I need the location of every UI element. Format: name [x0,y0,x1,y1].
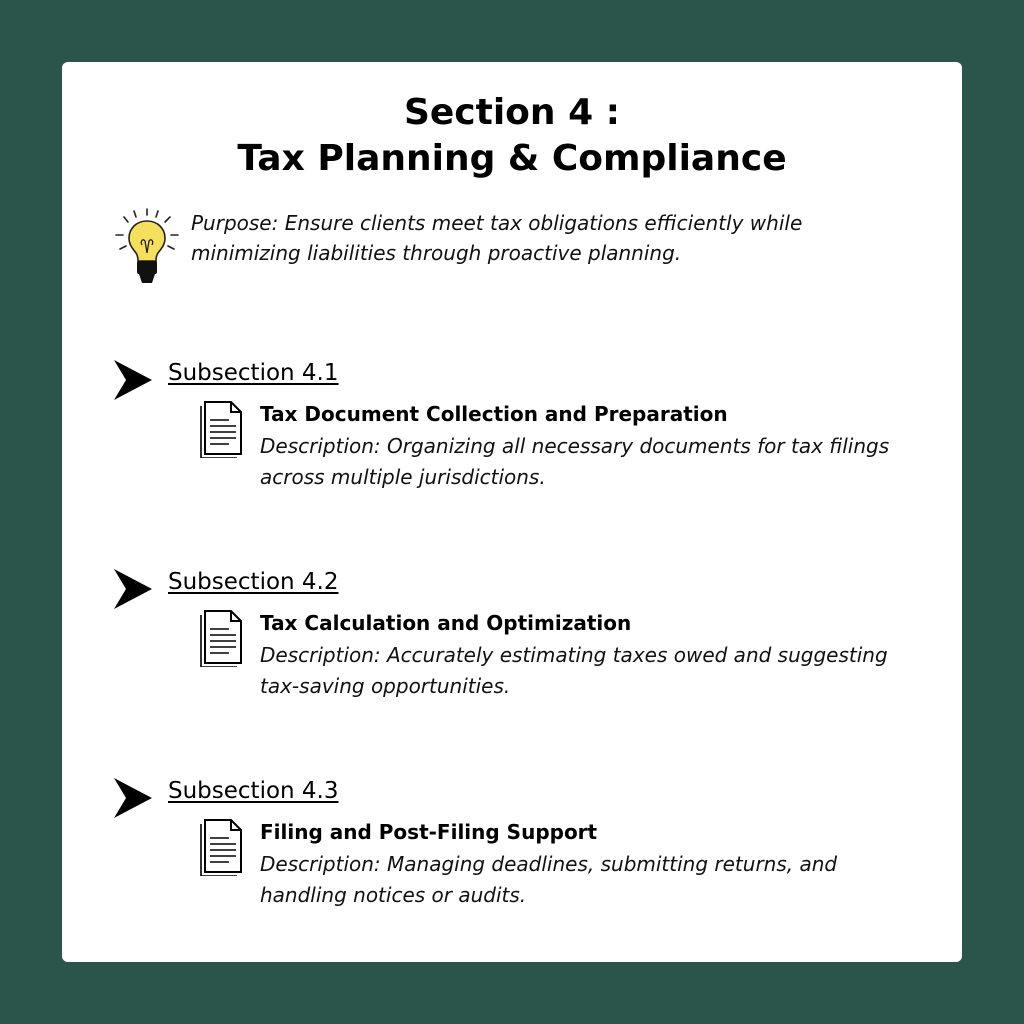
arrow-right-icon [112,567,154,611]
subsection-4-2 [62,567,962,737]
item-title: Tax Document Collection and Preparation [260,402,728,426]
lightbulb-icon [112,207,182,287]
page-title [62,90,962,182]
content-card [62,62,962,962]
item-description: Description: Organizing all necessary documents for tax filings across multiple jurisdictions. [260,434,890,489]
title-line-2: Tax Planning & Compliance [237,138,787,179]
title-line-1: Section 4 : [403,92,621,133]
arrow-right-icon [112,358,154,402]
subsection-heading: Subsection 4.1 [168,360,339,386]
item-description: Description: Managing deadlines, submitting returns, and handling notices or audits. [260,852,838,907]
subsection-heading: Subsection 4.2 [168,569,339,595]
item-title: Filing and Post-Filing Support [260,820,598,844]
document-icon [199,607,245,667]
document-icon [199,398,245,458]
document-icon [199,816,245,876]
subsection-heading: Subsection 4.3 [168,778,339,804]
arrow-right-icon [112,776,154,820]
purpose-text: Purpose: Ensure clients meet tax obligations efficiently while minimizing liabilities through proactive planning. [191,211,803,265]
subsection-4-3 [62,776,962,946]
subsection-4-1 [62,358,962,528]
item-description: Description: Accurately estimating taxes owed and suggesting tax-saving opportunities. [260,643,888,698]
item-title: Tax Calculation and Optimization [260,611,632,635]
